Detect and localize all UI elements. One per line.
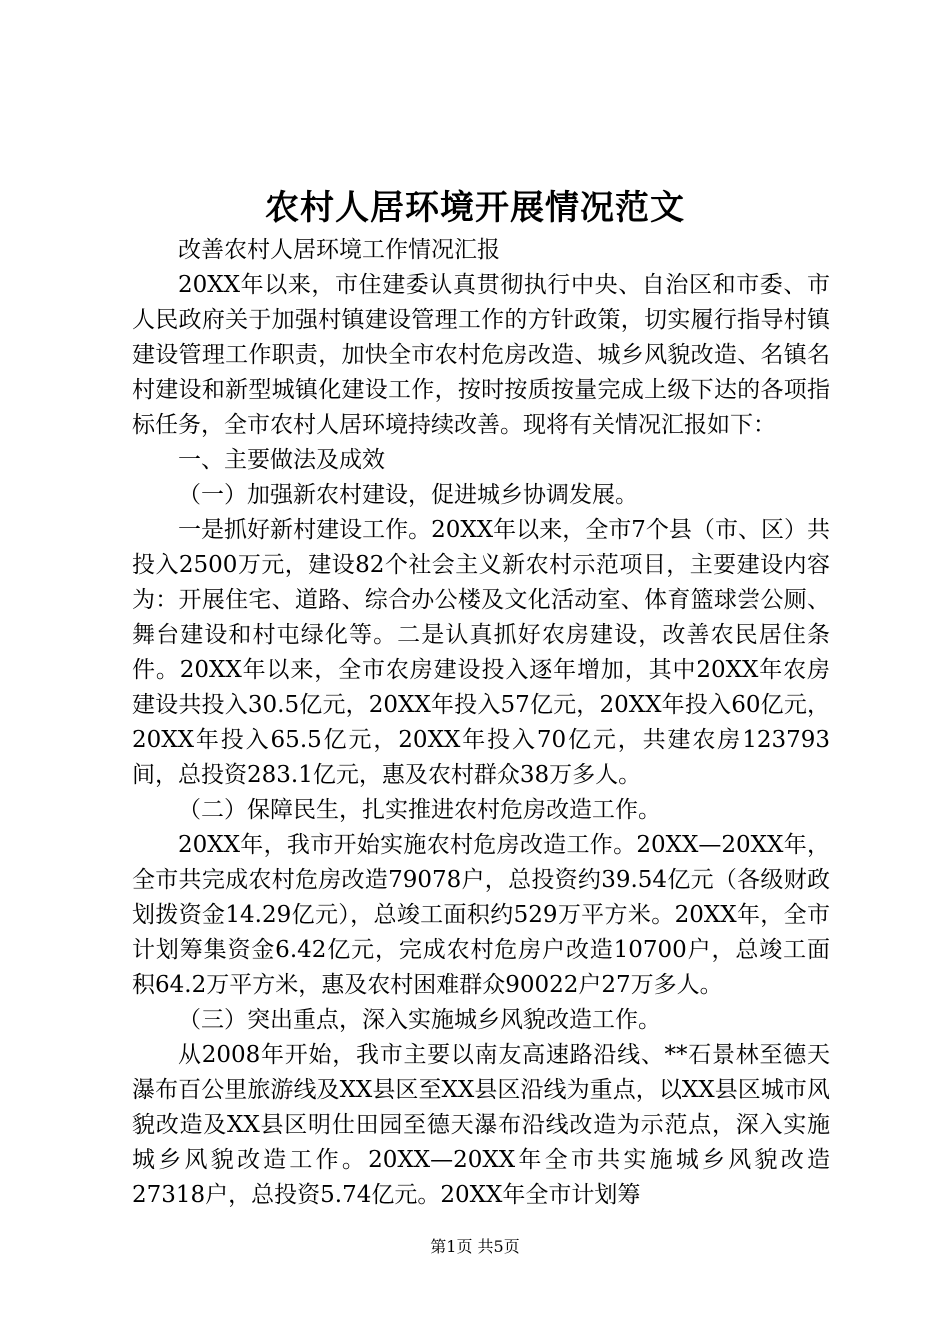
document-title: 农村人居环境开展情况范文 xyxy=(265,188,685,228)
section-heading-main-practices: 一、主要做法及成效 xyxy=(178,447,385,473)
document-body xyxy=(132,233,830,1213)
paragraph-new-village: 一是抓好新村建设工作。20XX年以来，全市7个县（市、区）共投入2500万元，建设82个社会主义新农村示范项目，主要建设内容为：开展住宅、道路、综合办公楼及文化活动室、体育篮球尝公厕、舞台建设和村屯绿化等。二是认真抓好农房建设，改善农民居住条件。20XX年以来，全市农房建设投入逐年增加，其中20XX年农房建设共投入30.5亿元，20XX年投入57亿元，20XX年投入60亿元，20XX年投入65.5亿元，20XX年投入70亿元，共建农房123793间，总投资283.1亿元，惠及农村群众38万多人。 xyxy=(132,517,830,788)
subsection-heading-3: （三）突出重点，深入实施城乡风貌改造工作。 xyxy=(178,1007,661,1033)
subsection-heading-2: （二）保障民生，扎实推进农村危房改造工作。 xyxy=(178,797,661,823)
page-footer: 第1页 共5页 xyxy=(430,1237,520,1256)
paragraph-dangerous-housing: 20XX年，我市开始实施农村危房改造工作。20XX—20XX年，全市共完成农村危房改造79078户，总投资约39.54亿元（各级财政划拨资金14.29亿元），总竣工面积约529万平方米。20XX年，全市计划筹集资金6.42亿元，完成农村危房户改造10700户，总竣工面积64.2万平方米，惠及农村困难群众90022户27万多人。 xyxy=(132,832,830,998)
paragraph-report-heading: 改善农村人居环境工作情况汇报 xyxy=(178,237,500,263)
subsection-heading-1: （一）加强新农村建设，促进城乡协调发展。 xyxy=(178,482,638,508)
paragraph-landscape-renovation: 从2008年开始，我市主要以南友高速路沿线、**石景林至德天瀑布百公里旅游线及XX县区至XX县区沿线为重点，以XX县区城市风貌改造及XX县区明仕田园至德天瀑布沿线改造为示范点，深入实施城乡风貌改造工作。20XX—20XX年全市共实施城乡风貌改造27318户，总投资5.74亿元。20XX年全市计划筹 xyxy=(132,1042,830,1208)
paragraph-intro: 20XX年以来，市住建委认真贯彻执行中央、自治区和市委、市人民政府关于加强村镇建设管理工作的方针政策，切实履行指导村镇建设管理工作职责，加快全市农村危房改造、城乡风貌改造、名镇名村建设和新型城镇化建设工作，按时按质按量完成上级下达的各项指标任务，全市农村人居环境持续改善。现将有关情况汇报如下： xyxy=(132,272,830,438)
